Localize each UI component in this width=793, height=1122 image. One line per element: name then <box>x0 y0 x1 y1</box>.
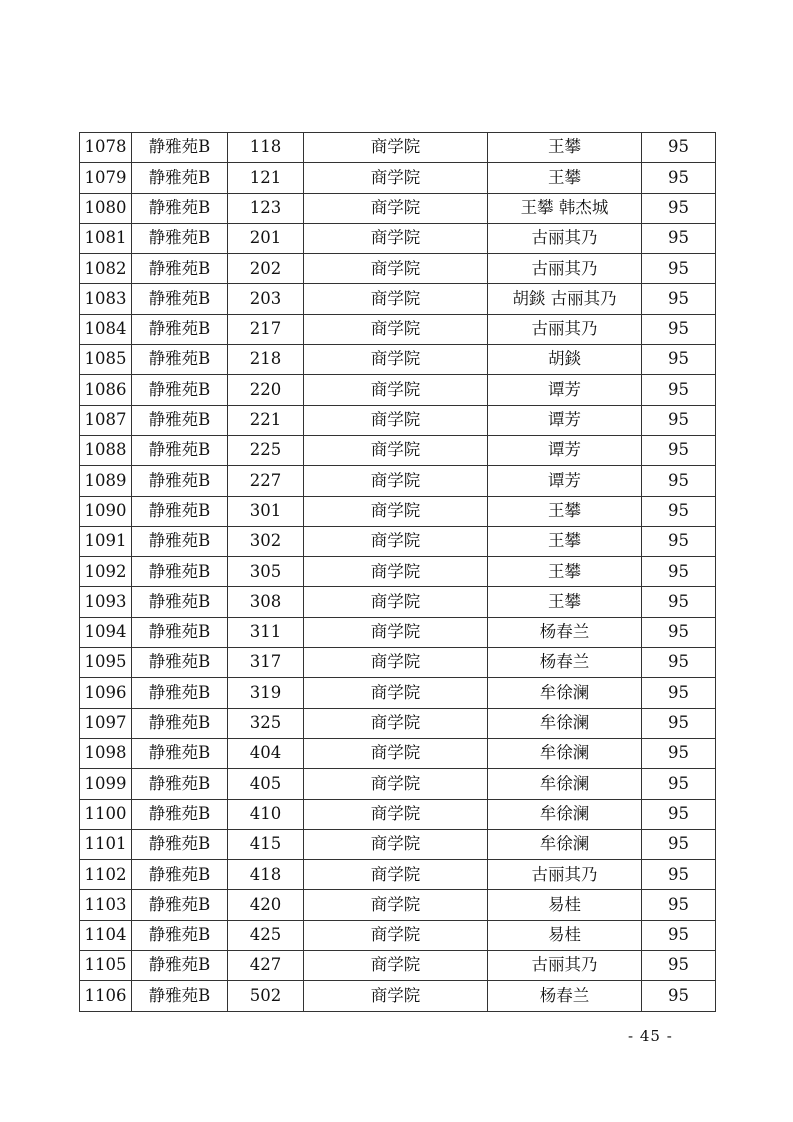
table-row <box>80 314 716 344</box>
room-cell: 301 <box>228 496 304 526</box>
table-row <box>80 496 716 526</box>
room-cell: 218 <box>228 345 304 375</box>
score-cell: 95 <box>642 254 716 284</box>
score-cell: 95 <box>642 890 716 920</box>
counselor-cell: 古丽其乃 <box>488 223 642 253</box>
building-cell: 静雅苑B <box>132 496 228 526</box>
counselor-cell: 谭芳 <box>488 466 642 496</box>
building-cell: 静雅苑B <box>132 557 228 587</box>
college-cell: 商学院 <box>304 345 488 375</box>
counselor-cell: 古丽其乃 <box>488 860 642 890</box>
room-cell: 217 <box>228 314 304 344</box>
page-number: - 45 - <box>628 1027 673 1045</box>
room-cell: 220 <box>228 375 304 405</box>
room-cell: 427 <box>228 951 304 981</box>
counselor-cell: 易桂 <box>488 920 642 950</box>
building-cell: 静雅苑B <box>132 133 228 163</box>
table-row <box>80 557 716 587</box>
score-cell: 95 <box>642 405 716 435</box>
college-cell: 商学院 <box>304 860 488 890</box>
college-cell: 商学院 <box>304 617 488 647</box>
room-cell: 225 <box>228 435 304 465</box>
serial-cell: 1087 <box>80 405 132 435</box>
college-cell: 商学院 <box>304 526 488 556</box>
counselor-cell: 牟徐澜 <box>488 799 642 829</box>
room-cell: 405 <box>228 769 304 799</box>
counselor-cell: 古丽其乃 <box>488 254 642 284</box>
serial-cell: 1088 <box>80 435 132 465</box>
room-cell: 410 <box>228 799 304 829</box>
table-row <box>80 860 716 890</box>
serial-cell: 1100 <box>80 799 132 829</box>
score-cell: 95 <box>642 678 716 708</box>
counselor-cell: 杨春兰 <box>488 981 642 1011</box>
room-cell: 302 <box>228 526 304 556</box>
college-cell: 商学院 <box>304 405 488 435</box>
counselor-cell: 杨春兰 <box>488 617 642 647</box>
room-cell: 202 <box>228 254 304 284</box>
serial-cell: 1083 <box>80 284 132 314</box>
score-cell: 95 <box>642 920 716 950</box>
table-row <box>80 435 716 465</box>
building-cell: 静雅苑B <box>132 708 228 738</box>
college-cell: 商学院 <box>304 254 488 284</box>
serial-cell: 1097 <box>80 708 132 738</box>
room-cell: 227 <box>228 466 304 496</box>
serial-cell: 1089 <box>80 466 132 496</box>
score-cell: 95 <box>642 981 716 1011</box>
counselor-cell: 胡錟 <box>488 345 642 375</box>
building-cell: 静雅苑B <box>132 587 228 617</box>
college-cell: 商学院 <box>304 951 488 981</box>
score-cell: 95 <box>642 496 716 526</box>
table-row <box>80 769 716 799</box>
score-cell: 95 <box>642 345 716 375</box>
building-cell: 静雅苑B <box>132 617 228 647</box>
room-cell: 118 <box>228 133 304 163</box>
room-cell: 305 <box>228 557 304 587</box>
counselor-cell: 王攀 <box>488 587 642 617</box>
building-cell: 静雅苑B <box>132 860 228 890</box>
building-cell: 静雅苑B <box>132 648 228 678</box>
room-cell: 420 <box>228 890 304 920</box>
room-cell: 317 <box>228 648 304 678</box>
college-cell: 商学院 <box>304 769 488 799</box>
table-row <box>80 708 716 738</box>
score-cell: 95 <box>642 466 716 496</box>
serial-cell: 1090 <box>80 496 132 526</box>
counselor-cell: 牟徐澜 <box>488 769 642 799</box>
table-row <box>80 133 716 163</box>
score-cell: 95 <box>642 223 716 253</box>
college-cell: 商学院 <box>304 587 488 617</box>
counselor-cell: 胡錟 古丽其乃 <box>488 284 642 314</box>
room-cell: 502 <box>228 981 304 1011</box>
counselor-cell: 王攀 <box>488 557 642 587</box>
table-row <box>80 829 716 859</box>
room-cell: 121 <box>228 163 304 193</box>
score-cell: 95 <box>642 284 716 314</box>
college-cell: 商学院 <box>304 375 488 405</box>
score-cell: 95 <box>642 648 716 678</box>
counselor-cell: 牟徐澜 <box>488 738 642 768</box>
room-cell: 325 <box>228 708 304 738</box>
score-cell: 95 <box>642 799 716 829</box>
building-cell: 静雅苑B <box>132 678 228 708</box>
college-cell: 商学院 <box>304 738 488 768</box>
room-cell: 425 <box>228 920 304 950</box>
serial-cell: 1095 <box>80 648 132 678</box>
serial-cell: 1106 <box>80 981 132 1011</box>
counselor-cell: 杨春兰 <box>488 648 642 678</box>
table-row <box>80 678 716 708</box>
serial-cell: 1084 <box>80 314 132 344</box>
counselor-cell: 谭芳 <box>488 435 642 465</box>
score-cell: 95 <box>642 526 716 556</box>
college-cell: 商学院 <box>304 829 488 859</box>
score-cell: 95 <box>642 587 716 617</box>
score-cell: 95 <box>642 860 716 890</box>
building-cell: 静雅苑B <box>132 920 228 950</box>
college-cell: 商学院 <box>304 163 488 193</box>
score-cell: 95 <box>642 375 716 405</box>
college-cell: 商学院 <box>304 648 488 678</box>
building-cell: 静雅苑B <box>132 405 228 435</box>
table-row <box>80 799 716 829</box>
college-cell: 商学院 <box>304 314 488 344</box>
building-cell: 静雅苑B <box>132 951 228 981</box>
table-row <box>80 254 716 284</box>
counselor-cell: 易桂 <box>488 890 642 920</box>
counselor-cell: 王攀 <box>488 496 642 526</box>
serial-cell: 1104 <box>80 920 132 950</box>
building-cell: 静雅苑B <box>132 345 228 375</box>
building-cell: 静雅苑B <box>132 284 228 314</box>
college-cell: 商学院 <box>304 284 488 314</box>
college-cell: 商学院 <box>304 193 488 223</box>
counselor-cell: 王攀 <box>488 133 642 163</box>
room-cell: 311 <box>228 617 304 647</box>
room-cell: 203 <box>228 284 304 314</box>
table-row <box>80 617 716 647</box>
room-cell: 319 <box>228 678 304 708</box>
building-cell: 静雅苑B <box>132 829 228 859</box>
counselor-cell: 谭芳 <box>488 405 642 435</box>
table-row <box>80 345 716 375</box>
serial-cell: 1086 <box>80 375 132 405</box>
building-cell: 静雅苑B <box>132 193 228 223</box>
building-cell: 静雅苑B <box>132 526 228 556</box>
serial-cell: 1080 <box>80 193 132 223</box>
dormitory-score-table <box>79 132 715 1012</box>
college-cell: 商学院 <box>304 557 488 587</box>
serial-cell: 1079 <box>80 163 132 193</box>
serial-cell: 1078 <box>80 133 132 163</box>
serial-cell: 1081 <box>80 223 132 253</box>
room-cell: 123 <box>228 193 304 223</box>
serial-cell: 1105 <box>80 951 132 981</box>
room-cell: 201 <box>228 223 304 253</box>
serial-cell: 1082 <box>80 254 132 284</box>
score-cell: 95 <box>642 163 716 193</box>
table-body <box>80 133 716 1012</box>
college-cell: 商学院 <box>304 890 488 920</box>
serial-cell: 1085 <box>80 345 132 375</box>
serial-cell: 1098 <box>80 738 132 768</box>
building-cell: 静雅苑B <box>132 435 228 465</box>
table-row <box>80 375 716 405</box>
serial-cell: 1103 <box>80 890 132 920</box>
table-row <box>80 405 716 435</box>
table-row <box>80 223 716 253</box>
table-row <box>80 163 716 193</box>
counselor-cell: 牟徐澜 <box>488 708 642 738</box>
college-cell: 商学院 <box>304 708 488 738</box>
serial-cell: 1101 <box>80 829 132 859</box>
building-cell: 静雅苑B <box>132 799 228 829</box>
counselor-cell: 牟徐澜 <box>488 829 642 859</box>
room-cell: 308 <box>228 587 304 617</box>
serial-cell: 1093 <box>80 587 132 617</box>
college-cell: 商学院 <box>304 133 488 163</box>
table-row <box>80 193 716 223</box>
score-cell: 95 <box>642 314 716 344</box>
score-cell: 95 <box>642 738 716 768</box>
score-cell: 95 <box>642 708 716 738</box>
counselor-cell: 谭芳 <box>488 375 642 405</box>
serial-cell: 1096 <box>80 678 132 708</box>
counselor-cell: 王攀 <box>488 526 642 556</box>
counselor-cell: 王攀 <box>488 163 642 193</box>
building-cell: 静雅苑B <box>132 738 228 768</box>
college-cell: 商学院 <box>304 223 488 253</box>
table-row <box>80 284 716 314</box>
table-row <box>80 920 716 950</box>
table-row <box>80 587 716 617</box>
score-cell: 95 <box>642 617 716 647</box>
counselor-cell: 古丽其乃 <box>488 951 642 981</box>
table-row <box>80 738 716 768</box>
counselor-cell: 古丽其乃 <box>488 314 642 344</box>
room-cell: 418 <box>228 860 304 890</box>
table-row <box>80 466 716 496</box>
building-cell: 静雅苑B <box>132 314 228 344</box>
building-cell: 静雅苑B <box>132 254 228 284</box>
serial-cell: 1092 <box>80 557 132 587</box>
score-cell: 95 <box>642 435 716 465</box>
table-row <box>80 890 716 920</box>
score-cell: 95 <box>642 193 716 223</box>
room-cell: 404 <box>228 738 304 768</box>
college-cell: 商学院 <box>304 435 488 465</box>
room-cell: 221 <box>228 405 304 435</box>
building-cell: 静雅苑B <box>132 466 228 496</box>
table-row <box>80 981 716 1011</box>
college-cell: 商学院 <box>304 981 488 1011</box>
serial-cell: 1091 <box>80 526 132 556</box>
college-cell: 商学院 <box>304 466 488 496</box>
score-cell: 95 <box>642 133 716 163</box>
score-cell: 95 <box>642 769 716 799</box>
serial-cell: 1099 <box>80 769 132 799</box>
building-cell: 静雅苑B <box>132 223 228 253</box>
building-cell: 静雅苑B <box>132 981 228 1011</box>
score-cell: 95 <box>642 557 716 587</box>
score-cell: 95 <box>642 951 716 981</box>
score-cell: 95 <box>642 829 716 859</box>
serial-cell: 1102 <box>80 860 132 890</box>
table-row <box>80 951 716 981</box>
table-row <box>80 648 716 678</box>
college-cell: 商学院 <box>304 920 488 950</box>
counselor-cell: 牟徐澜 <box>488 678 642 708</box>
table-row <box>80 526 716 556</box>
college-cell: 商学院 <box>304 678 488 708</box>
college-cell: 商学院 <box>304 496 488 526</box>
counselor-cell: 王攀 韩杰城 <box>488 193 642 223</box>
building-cell: 静雅苑B <box>132 163 228 193</box>
building-cell: 静雅苑B <box>132 375 228 405</box>
serial-cell: 1094 <box>80 617 132 647</box>
building-cell: 静雅苑B <box>132 890 228 920</box>
room-cell: 415 <box>228 829 304 859</box>
building-cell: 静雅苑B <box>132 769 228 799</box>
college-cell: 商学院 <box>304 799 488 829</box>
